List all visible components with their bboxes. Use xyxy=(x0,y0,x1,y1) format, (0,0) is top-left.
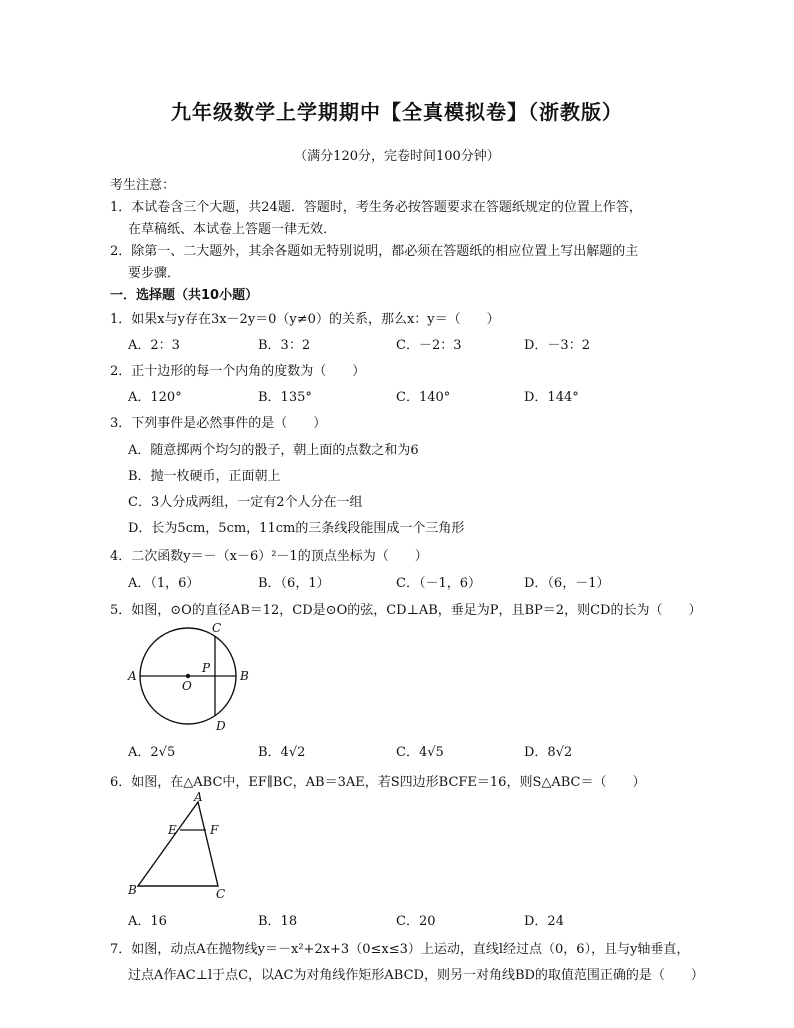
triangle-abc xyxy=(138,802,218,886)
question-7-line-2: 过点A作AC⊥l于点C，以AC为对角线作矩形ABCD，则另一对角线BD的取值范围正确的是（ ） xyxy=(128,968,704,983)
option-c: C．（－1，6） xyxy=(396,576,481,591)
question-3-option-a: A．随意掷两个均匀的骰子，朝上面的点数之和为6 xyxy=(128,443,419,458)
circle-figure xyxy=(122,618,262,738)
label-b: B xyxy=(240,669,249,683)
option-d: D．144° xyxy=(524,390,579,405)
option-d: D．－3：2 xyxy=(524,338,590,353)
notice-item-2-line-1: 2．除第一、二大题外，其余各题如无特别说明，都必须在答题纸的相应位置上写出解题的主 xyxy=(110,244,639,259)
option-b: B．135° xyxy=(258,390,312,405)
section-heading: 一．选择题（共10小题） xyxy=(110,288,259,303)
label-e: E xyxy=(168,823,177,837)
question-6-stem: 6．如图，在△ABC中，EF∥BC，AB＝3AE，若S四边形BCFE＝16，则S△ABC＝（ ） xyxy=(110,775,646,790)
option-c: C．4√5 xyxy=(396,745,444,760)
label-d: D xyxy=(216,719,226,733)
center-point xyxy=(186,674,190,678)
option-a: A．16 xyxy=(128,914,167,929)
option-a: A．120° xyxy=(128,390,182,405)
option-d: D．24 xyxy=(524,914,564,929)
label-o: O xyxy=(182,679,192,693)
question-4-stem: 4．二次函数y＝－（x－6）²－1的顶点坐标为（ ） xyxy=(110,549,428,564)
question-7-line-1: 7．如图，动点A在抛物线y＝－x²+2x+3（0≤x≤3）上运动，直线l经过点（0，6），且与y轴垂直， xyxy=(110,942,690,957)
question-3-option-c: C．3人分成两组，一定有2个人分在一组 xyxy=(128,495,363,510)
question-3-option-b: B．抛一枚硬币，正面朝上 xyxy=(128,469,281,484)
option-a: A．2√5 xyxy=(128,745,176,760)
notice-item-1-line-2: 在草稿纸、本试卷上答题一律无效． xyxy=(128,222,337,237)
option-b: B．（6，1） xyxy=(258,576,330,591)
exam-title: 九年级数学上学期期中【全真模拟卷】（浙教版） xyxy=(171,100,623,124)
notice-item-1-line-1: 1．本试卷含三个大题，共24题．答题时，考生务必按答题要求在答题纸规定的位置上作答， xyxy=(110,200,642,215)
question-1-stem: 1．如果x与y存在3x－2y＝0（y≠0）的关系，那么x：y＝（ ） xyxy=(110,312,500,327)
question-5-stem: 5．如图，⊙O的直径AB＝12，CD是⊙O的弦，CD⊥AB，垂足为P，且BP＝2，则CD的长为（ ） xyxy=(110,603,702,618)
option-a: A．（1，6） xyxy=(128,576,200,591)
question-3-stem: 3．下列事件是必然事件的是（ ） xyxy=(110,416,327,431)
option-a: A．2：3 xyxy=(128,338,180,353)
option-c: C．20 xyxy=(396,914,436,929)
label-f: F xyxy=(210,823,219,837)
option-b: B．3：2 xyxy=(258,338,311,353)
label-p: P xyxy=(202,661,211,675)
label-a: A xyxy=(128,669,137,683)
exam-subtitle: （满分120分，完卷时间100分钟） xyxy=(294,149,500,164)
question-2-stem: 2．正十边形的每一个内角的度数为（ ） xyxy=(110,364,366,379)
label-c: C xyxy=(212,621,222,635)
option-d: D．8√2 xyxy=(524,745,573,760)
option-c: C．－2：3 xyxy=(396,338,462,353)
triangle-figure xyxy=(122,792,242,902)
notice-heading: 考生注意： xyxy=(110,178,176,193)
label-c: C xyxy=(216,887,226,901)
option-b: B．4√2 xyxy=(258,745,306,760)
label-a: A xyxy=(194,792,203,804)
option-b: B．18 xyxy=(258,914,298,929)
option-d: D．（6，－1） xyxy=(524,576,610,591)
label-b: B xyxy=(128,883,137,897)
notice-item-2-line-2: 要步骤． xyxy=(128,266,181,281)
option-c: C．140° xyxy=(396,390,451,405)
question-3-option-d: D．长为5cm，5cm，11cm的三条线段能围成一个三角形 xyxy=(128,521,465,536)
